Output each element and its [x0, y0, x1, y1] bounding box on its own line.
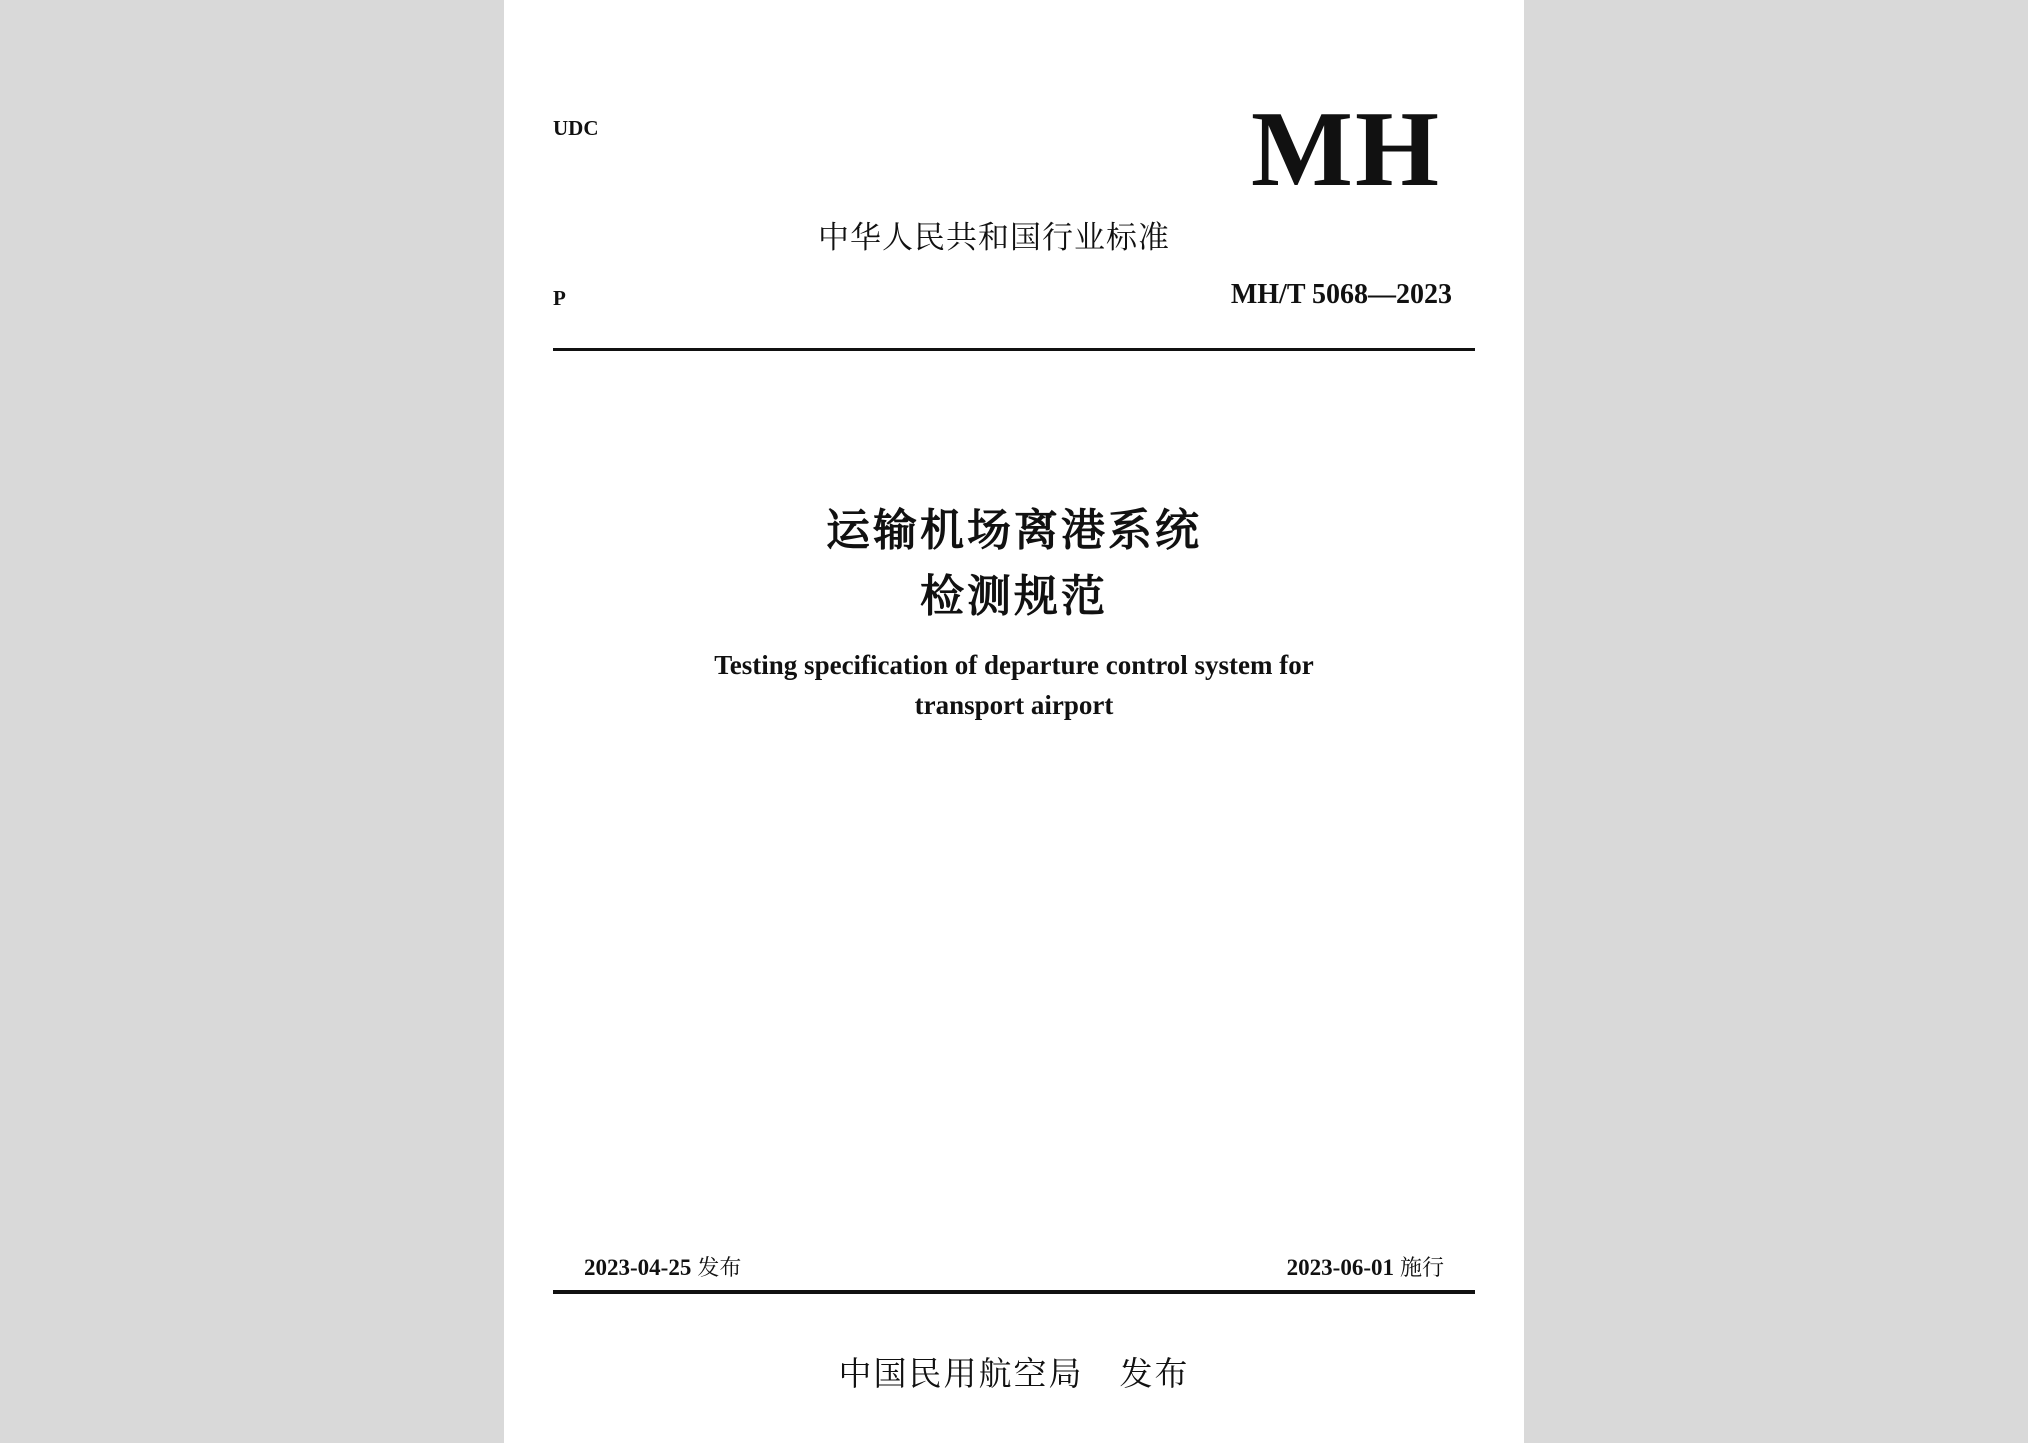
title-cn-line1: 运输机场离港系统	[826, 505, 1202, 556]
issue-date: 2023-04-25	[584, 1255, 692, 1280]
top-divider	[553, 348, 1475, 351]
publisher-line	[504, 1348, 1524, 1395]
implement-date-block	[1287, 1251, 1444, 1282]
bottom-divider	[553, 1290, 1475, 1294]
standard-code: MH/T 5068—2023	[1230, 279, 1452, 310]
udc-label: UDC	[553, 116, 599, 140]
issue-date-block	[584, 1251, 741, 1282]
mh-logo: MH	[1251, 90, 1441, 209]
publisher-name: 中国民用航空局	[838, 1354, 1084, 1393]
implement-label: 施行	[1399, 1256, 1444, 1281]
standard-type-title: 中华人民共和国行业标准	[818, 220, 1170, 256]
issue-label: 发布	[697, 1256, 742, 1281]
title-en-line1: Testing specification of departure control system for	[714, 650, 1314, 680]
title-en-line2: transport airport	[914, 690, 1114, 720]
implement-date: 2023-06-01	[1286, 1255, 1394, 1280]
category-label: P	[553, 286, 566, 310]
title-cn-line2: 检测规范	[920, 571, 1108, 622]
document-page	[504, 0, 1524, 1443]
publisher-action: 发布	[1119, 1354, 1190, 1393]
